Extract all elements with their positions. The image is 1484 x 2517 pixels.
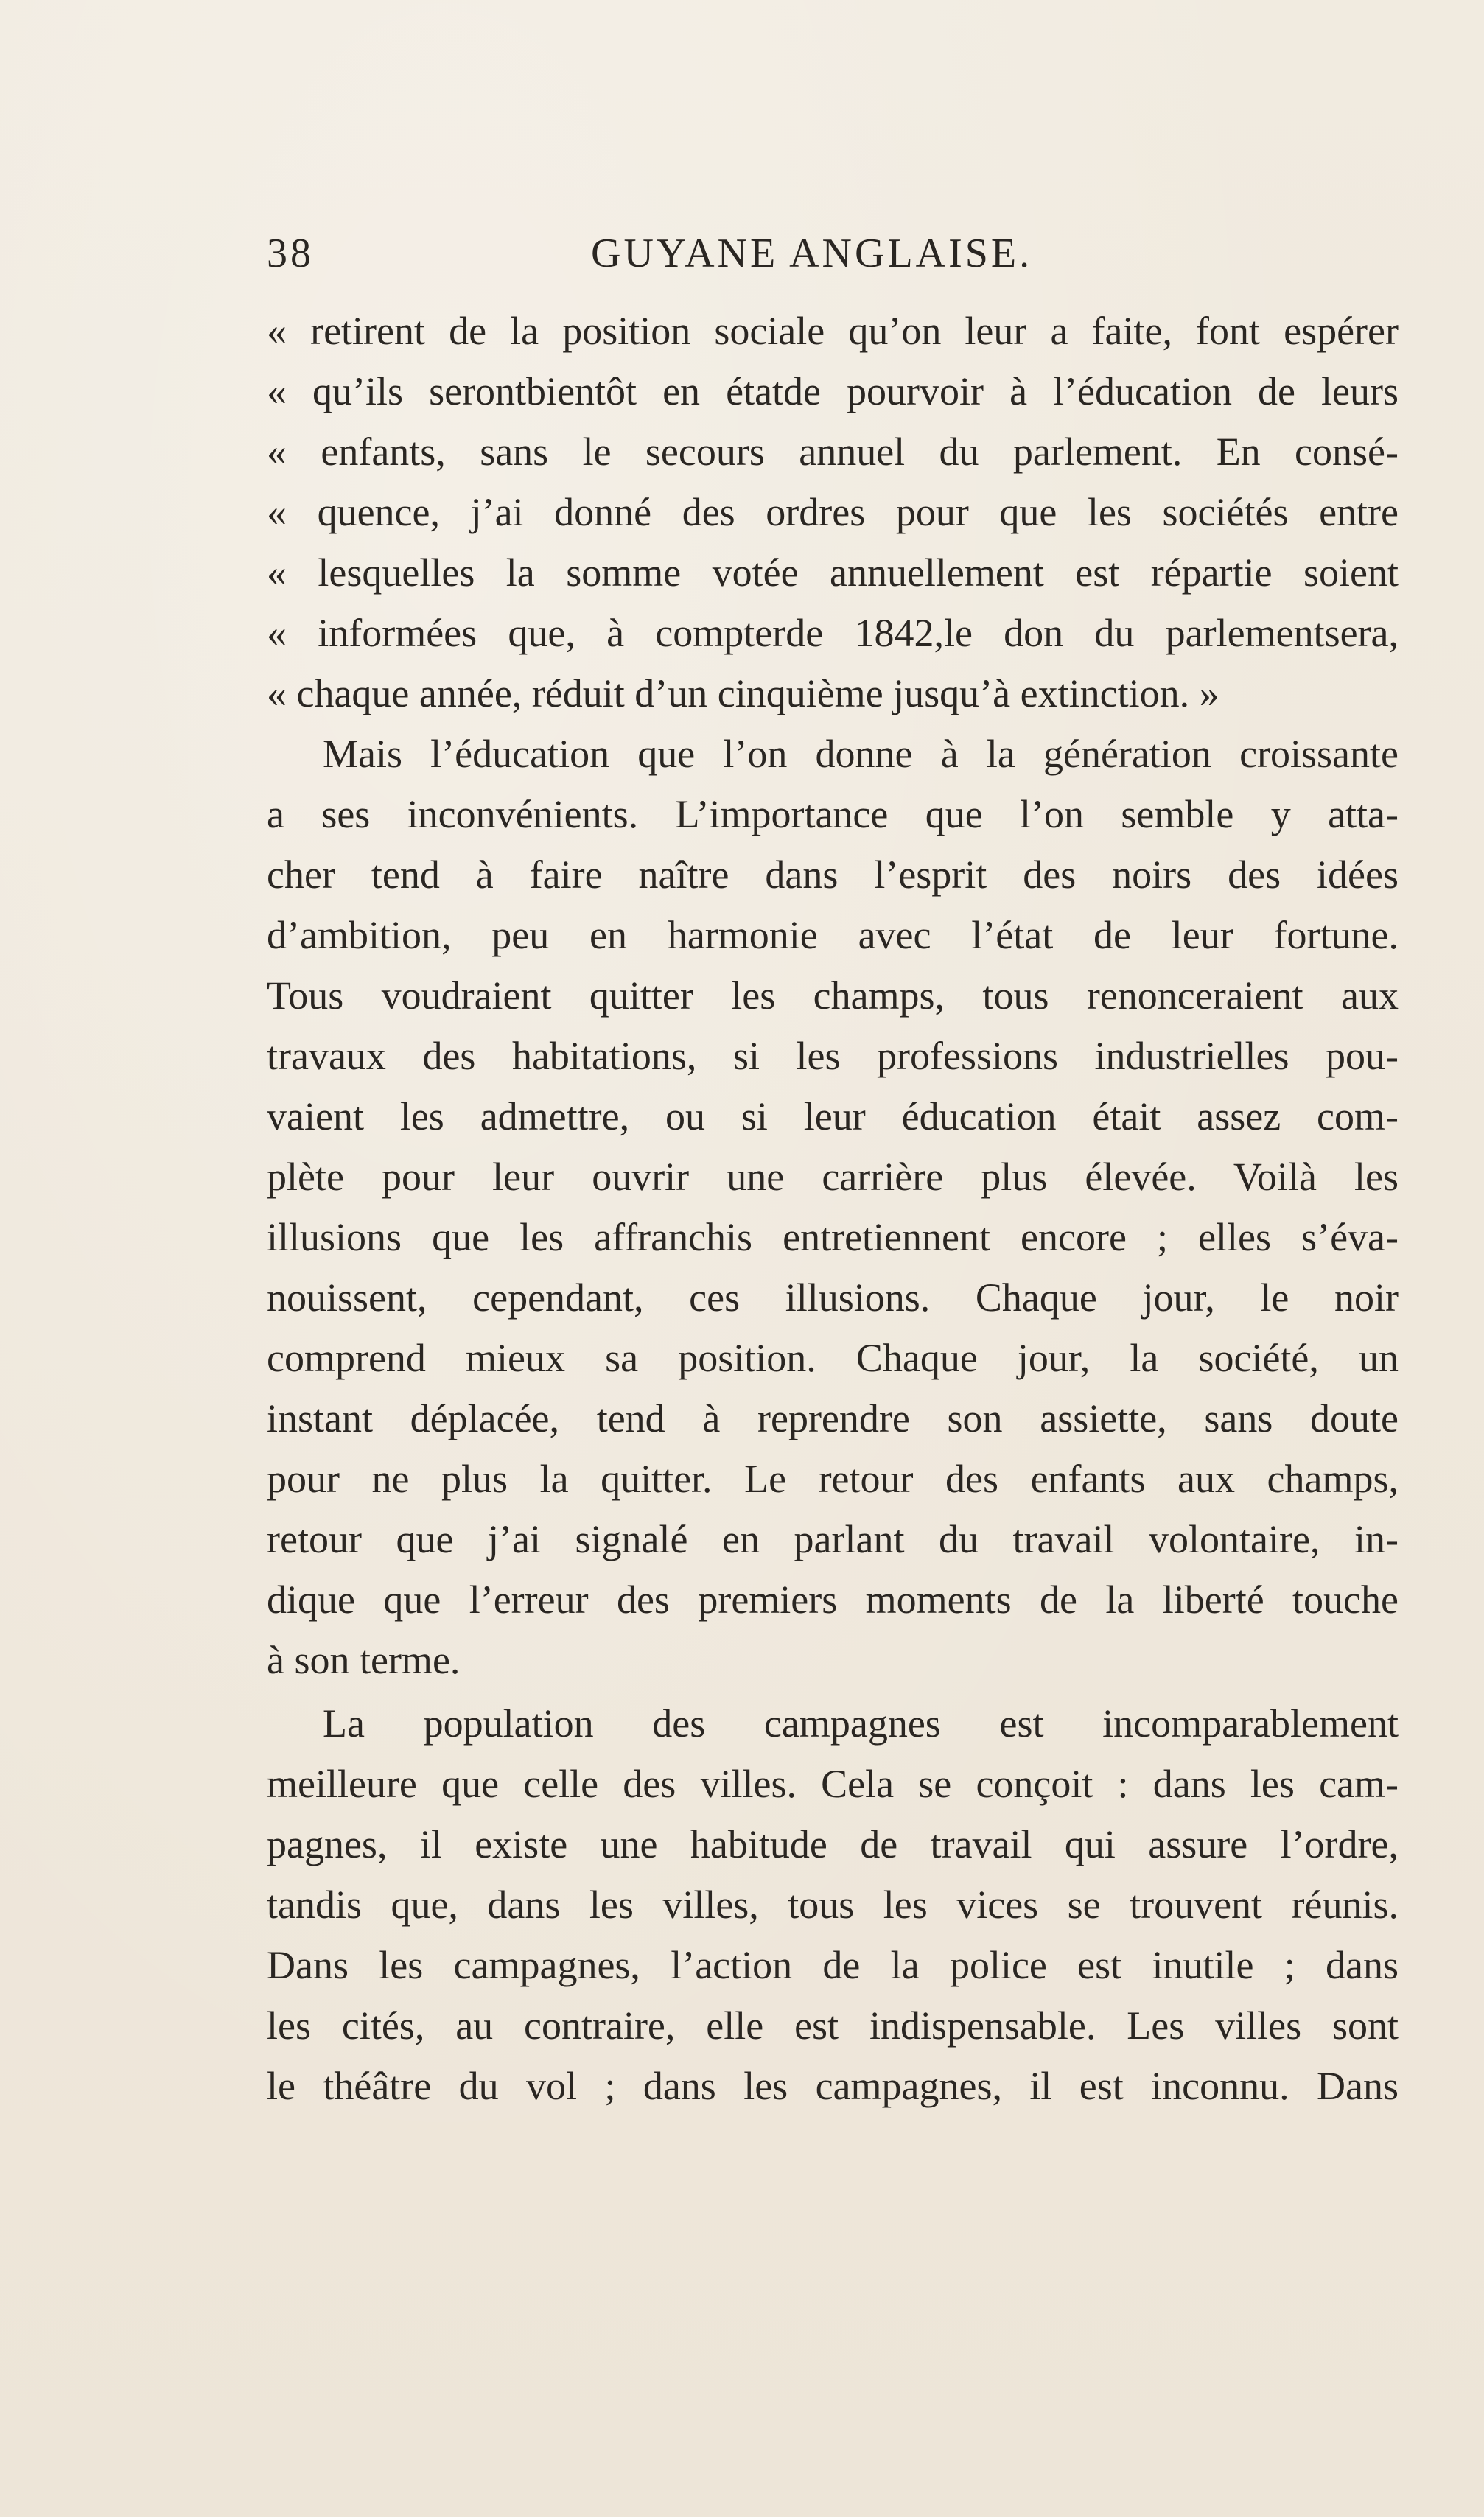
text-line: tandis que, dans les villes, tous les vices se trouvent réunis. (267, 1883, 1399, 1927)
text-line: pagnes, il existe une habitude de travail qui assure l’ordre, (267, 1822, 1399, 1866)
text-line: meilleure que celle des villes. Cela se conçoit : dans les cam- (267, 1762, 1399, 1806)
text-line: La population des campagnes est incomparablement (323, 1701, 1399, 1746)
text-line: vaient les admettre, ou si leur éducation était assez com- (267, 1094, 1399, 1138)
text-line: illusions que les affranchis entretiennent encore ; elles s’éva- (267, 1215, 1399, 1259)
text-line: instant déplacée, tend à reprendre son assiette, sans doute (267, 1396, 1399, 1440)
page-number: 38 (267, 231, 314, 276)
page-header (267, 230, 1399, 289)
text-line: Tous voudraient quitter les champs, tous renonceraient aux (267, 973, 1399, 1018)
text-line: a ses inconvénients. L’importance que l’on semble y atta- (267, 792, 1399, 836)
text-line-quote: « quence, j’ai donné des ordres pour que les sociétés entre (267, 490, 1399, 534)
text-line: le théâtre du vol ; dans les campagnes, il est inconnu. Dans (267, 2064, 1399, 2108)
text-line-quote: « informées que, à compterde 1842,le don du parlementsera, (267, 611, 1399, 655)
text-line: retour que j’ai signalé en parlant du travail volontaire, in- (267, 1517, 1399, 1561)
text-line: Mais l’éducation que l’on donne à la génération croissante (323, 732, 1399, 776)
text-line: nouissent, cependant, ces illusions. Chaque jour, le noir (267, 1275, 1399, 1320)
text-line: à son terme. (267, 1638, 461, 1682)
text-line: plète pour leur ouvrir une carrière plus élevée. Voilà les (267, 1155, 1399, 1199)
text-line: cher tend à faire naître dans l’esprit des noirs des idées (267, 853, 1399, 897)
text-line: travaux des habitations, si les professions industrielles pou- (267, 1034, 1399, 1078)
body-text (267, 301, 1399, 2116)
text-line: d’ambition, peu en harmonie avec l’état de leur fortune. (267, 913, 1399, 957)
text-line-quote: « enfants, sans le secours annuel du parlement. En consé- (267, 430, 1399, 474)
text-line: les cités, au contraire, elle est indispensable. Les villes sont (267, 2003, 1399, 2048)
text-line-quote: « chaque année, réduit d’un cinquième jusqu’à extinction. » (267, 671, 1219, 715)
text-line: pour ne plus la quitter. Le retour des enfants aux champs, (267, 1457, 1399, 1501)
text-line-quote: « lesquelles la somme votée annuellement est répartie soient (267, 550, 1399, 595)
text-line-quote: « qu’ils serontbientôt en étatde pourvoir à l’éducation de leurs (267, 369, 1399, 413)
text-line-quote: « retirent de la position sociale qu’on leur a faite, font espérer (267, 309, 1399, 353)
text-line: comprend mieux sa position. Chaque jour, la société, un (267, 1336, 1399, 1380)
text-line: dique que l’erreur des premiers moments de la liberté touche (267, 1578, 1399, 1622)
running-title: GUYANE ANGLAISE. (591, 231, 1033, 276)
text-line: Dans les campagnes, l’action de la police est inutile ; dans (267, 1943, 1399, 1987)
